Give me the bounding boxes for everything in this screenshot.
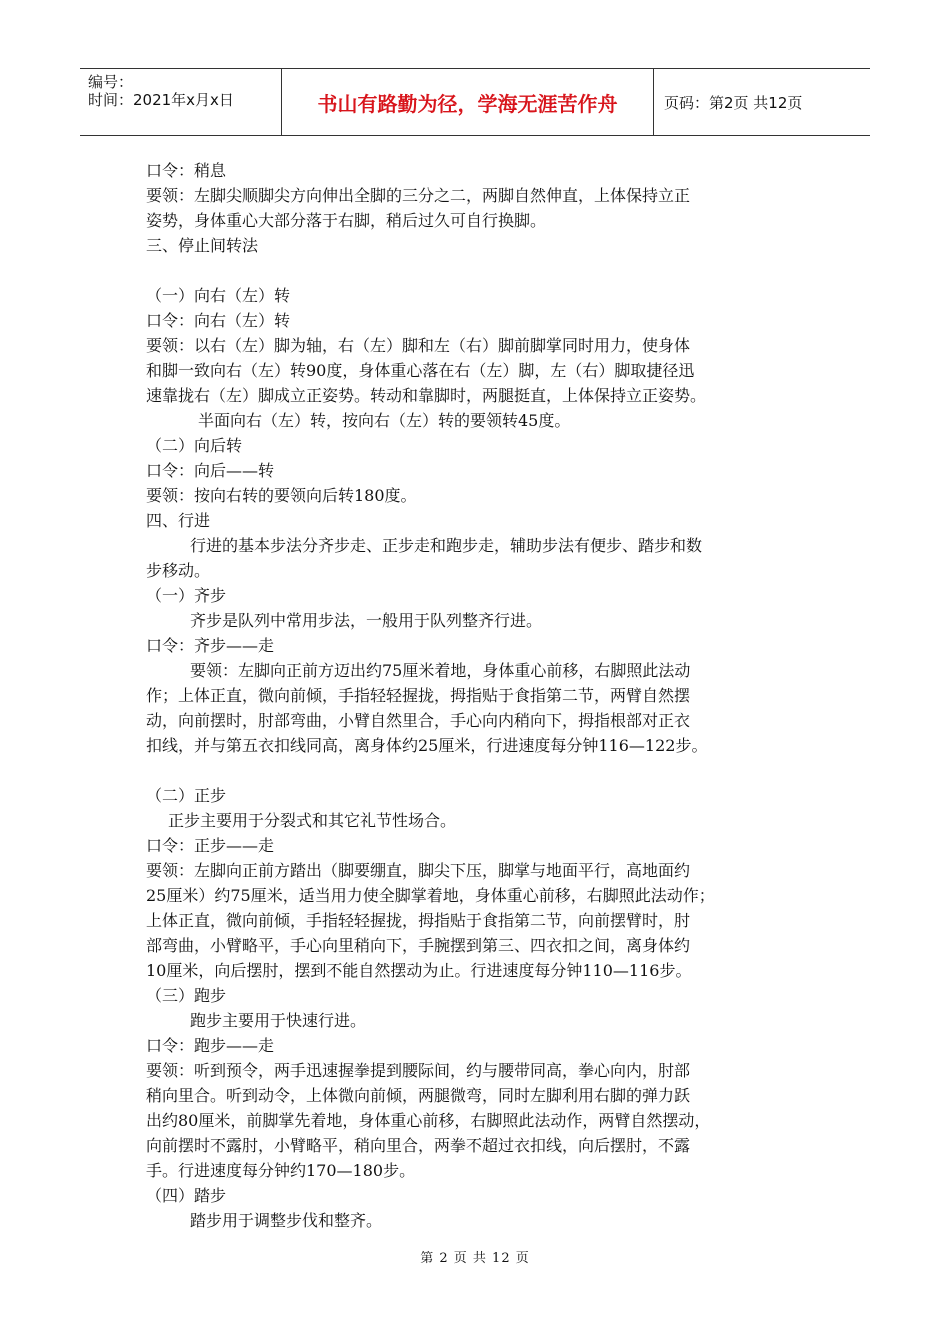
body-line: 正步主要用于分裂式和其它礼节性场合。 <box>168 811 457 830</box>
body-line: 姿势，身体重心大部分落于右脚，稍后过久可自行换脚。 <box>146 211 547 230</box>
body-line: 向前摆时不露肘，小臂略平，稍向里合，两拳不超过衣扣线，向后摆肘，不露 <box>146 1136 691 1155</box>
document-body <box>146 158 810 1233</box>
header-motto: 书山有路勤为径，学海无涯苦作舟 <box>282 69 654 135</box>
body-line: 四、行进 <box>146 511 211 530</box>
body-blank-line <box>146 258 810 283</box>
body-line: （二）正步 <box>146 786 227 805</box>
body-line: 跑步主要用于快速行进。 <box>190 1011 367 1030</box>
body-line: 步移动。 <box>146 561 211 580</box>
page-footer: 第 2 页 共 12 页 <box>420 1251 530 1266</box>
body-line: 25厘米）约75厘米，适当用力使全脚掌着地，身体重心前移，右脚照此法动作； <box>146 886 715 905</box>
body-line: 速靠拢右（左）脚成立正姿势。转动和靠脚时，两腿挺直，上体保持立正姿势。 <box>146 386 707 405</box>
body-blank-line <box>146 758 810 783</box>
body-line: 手。行进速度每分钟约170—180步。 <box>146 1161 416 1180</box>
page-header <box>80 68 870 136</box>
body-line: （二）向后转 <box>146 436 243 455</box>
body-line: （一）向右（左）转 <box>146 286 291 305</box>
body-line: 要领：以右（左）脚为轴，右（左）脚和左（右）脚前脚掌同时用力，使身体 <box>146 336 691 355</box>
body-line: 行进的基本步法分齐步走、正步走和跑步走，辅助步法有便步、踏步和数 <box>190 536 703 555</box>
body-line: 作；上体正直，微向前倾，手指轻轻握拢，拇指贴于食指第二节，两臂自然摆 <box>146 686 691 705</box>
body-line: 10厘米，向后摆肘，摆到不能自然摆动为止。行进速度每分钟110—116步。 <box>146 961 692 980</box>
body-line: 稍向里合。听到动令，上体微向前倾，两腿微弯，同时左脚利用右脚的弹力跃 <box>146 1086 691 1105</box>
body-line: 出约80厘米，前脚掌先着地，身体重心前移，右脚照此法动作，两臂自然摆动， <box>146 1111 711 1130</box>
body-line: 口令：齐步——走 <box>146 636 275 655</box>
body-line: 动，向前摆时，肘部弯曲，小臂自然里合，手心向内稍向下，拇指根部对正衣 <box>146 711 691 730</box>
body-line: 踏步用于调整步伐和整齐。 <box>190 1211 383 1230</box>
document-number-label: 编号： <box>88 73 134 91</box>
body-line: 要领：按向右转的要领向后转180度。 <box>146 486 417 505</box>
body-line: 部弯曲，小臂略平，手心向里稍向下，手腕摆到第三、四衣扣之间，离身体约 <box>146 936 691 955</box>
body-line: 扣线，并与第五衣扣线同高，离身体约25厘米，行进速度每分钟116—122步。 <box>146 736 708 755</box>
body-line: 半面向右（左）转，按向右（左）转的要领转45度。 <box>198 411 571 430</box>
body-line: 口令：向后——转 <box>146 461 275 480</box>
body-line: （一）齐步 <box>146 586 227 605</box>
body-line: 要领：左脚尖顺脚尖方向伸出全脚的三分之二，两脚自然伸直，上体保持立正 <box>146 186 691 205</box>
body-line: 口令：正步——走 <box>146 836 275 855</box>
body-line: 三、停止间转法 <box>146 236 259 255</box>
body-line: （三）跑步 <box>146 986 227 1005</box>
document-date: 时间：2021年x月x日 <box>88 91 234 109</box>
body-line: 要领：听到预令，两手迅速握拳提到腰际间，约与腰带同高，拳心向内，肘部 <box>146 1061 691 1080</box>
body-line: 上体正直，微向前倾，手指轻轻握拢，拇指贴于食指第二节，向前摆臂时，肘 <box>146 911 691 930</box>
body-line: 要领：左脚向正前方踏出（脚要绷直，脚尖下压，脚掌与地面平行，高地面约 <box>146 861 691 880</box>
body-line: 口令：跑步——走 <box>146 1036 275 1055</box>
body-line: （四）踏步 <box>146 1186 227 1205</box>
body-line: 和脚一致向右（左）转90度，身体重心落在右（左）脚，左（右）脚取捷径迅 <box>146 361 695 380</box>
header-page-info: 页码：第2页 共12页 <box>664 93 803 112</box>
header-meta <box>80 69 282 135</box>
body-line: 口令：稍息 <box>146 161 227 180</box>
body-line: 齐步是队列中常用步法，一般用于队列整齐行进。 <box>190 611 543 630</box>
body-line: 口令：向右（左）转 <box>146 311 291 330</box>
body-line: 要领：左脚向正前方迈出约75厘米着地，身体重心前移，右脚照此法动 <box>190 661 691 680</box>
